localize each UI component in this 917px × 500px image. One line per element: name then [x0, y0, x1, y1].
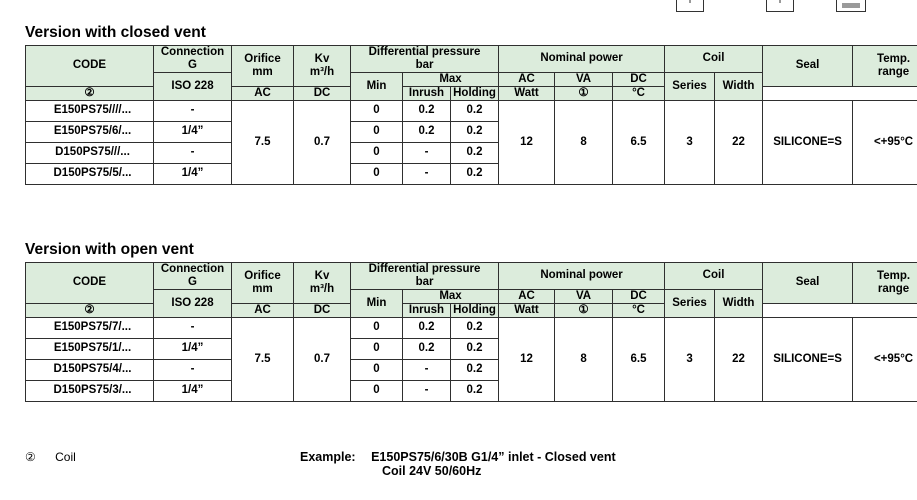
- header-connection: [154, 46, 232, 73]
- header-connection-standard: ISO 228: [154, 72, 232, 100]
- example-line-1: [300, 450, 616, 464]
- header-kv-label: Kv: [314, 269, 330, 282]
- arrow-up-icon-2: [766, 0, 794, 12]
- cell-np-va: 8: [555, 317, 613, 401]
- header-connection-g: G: [188, 58, 197, 71]
- header-kv-unit: m³/h: [309, 65, 335, 78]
- header-coil-series: Series: [665, 289, 715, 317]
- example-label: Example:: [300, 450, 356, 464]
- arrow-up-icon: [676, 0, 704, 12]
- cell-code: E150PS75/6/...: [26, 121, 154, 142]
- cell-connection: -: [154, 359, 232, 380]
- cell-np-dc: 6.5: [613, 100, 665, 184]
- cell-kv: 0.7: [294, 100, 351, 184]
- cell-max-dc: 0.2: [451, 338, 499, 359]
- header-temp-unit: °C: [613, 86, 665, 100]
- header-seal: Seal: [763, 46, 853, 87]
- cell-max-ac: 0.2: [403, 121, 451, 142]
- header-temp: [853, 263, 917, 304]
- top-icon-strip: [0, 0, 917, 22]
- header-kv: [294, 263, 351, 304]
- cell-seal: SILICONE=S: [763, 100, 853, 184]
- cell-code: E150PS75/1/...: [26, 338, 154, 359]
- header-kv: [294, 46, 351, 87]
- cell-connection: -: [154, 317, 232, 338]
- spec-table-closed-vent: [25, 45, 917, 185]
- header-dp-unit: bar: [415, 275, 434, 288]
- header-max-dc: DC: [294, 303, 351, 317]
- header-temp-range: range: [877, 65, 910, 78]
- cell-orifice: 7.5: [232, 317, 294, 401]
- cell-connection: 1/4”: [154, 163, 232, 184]
- header-max-ac: AC: [232, 86, 294, 100]
- spec-table-open-vent: [25, 262, 917, 402]
- cell-connection: -: [154, 142, 232, 163]
- cell-max-ac: -: [403, 359, 451, 380]
- cell-min: 0: [351, 163, 403, 184]
- header-coil-width: Width: [715, 289, 763, 317]
- header-dp-label: Differential pressure: [368, 263, 481, 275]
- header-code-mark: ②: [26, 303, 154, 317]
- header-seal-mark: ①: [555, 303, 613, 317]
- cell-connection: 1/4”: [154, 338, 232, 359]
- header-min: Min: [351, 72, 403, 100]
- header-seal: Seal: [763, 263, 853, 304]
- icon-tick-mark-2: [780, 0, 781, 3]
- header-dp-unit: bar: [415, 58, 434, 71]
- header-nominal-power: Nominal power: [499, 46, 665, 73]
- cell-coil-series: 3: [665, 100, 715, 184]
- example-block: [300, 450, 616, 478]
- header-temp-range: range: [877, 282, 910, 295]
- cell-code: D150PS75///...: [26, 142, 154, 163]
- footnote-mark: ②: [25, 450, 36, 464]
- header-orifice-unit: mm: [252, 282, 273, 295]
- header-coil: Coil: [665, 263, 763, 290]
- header-np-ac-sub: Inrush: [403, 303, 451, 317]
- cell-code: D150PS75/5/...: [26, 163, 154, 184]
- header-connection-standard: ISO 228: [154, 289, 232, 317]
- table-header-row-1: [26, 46, 917, 73]
- cell-min: 0: [351, 380, 403, 401]
- cell-min: 0: [351, 359, 403, 380]
- cell-temp: <+95°C: [853, 100, 917, 184]
- cell-coil-series: 3: [665, 317, 715, 401]
- header-orifice-label: Orifice: [244, 269, 281, 282]
- header-min: Min: [351, 289, 403, 317]
- table-header-row-1: [26, 263, 917, 290]
- cell-min: 0: [351, 142, 403, 163]
- header-np-va-sub: Holding: [451, 303, 499, 317]
- header-max: Max: [403, 289, 499, 303]
- header-np-va-sub: Holding: [451, 86, 499, 100]
- header-orifice-unit: mm: [252, 65, 273, 78]
- icon-bar-shape: [842, 3, 860, 8]
- cell-max-dc: 0.2: [451, 359, 499, 380]
- cell-code: D150PS75/3/...: [26, 380, 154, 401]
- header-dp-label: Differential pressure: [368, 46, 481, 58]
- footnote-label: Coil: [55, 450, 76, 464]
- header-max: Max: [403, 72, 499, 86]
- header-differential-pressure: [351, 263, 499, 290]
- header-np-dc: DC: [613, 72, 665, 86]
- cell-seal: SILICONE=S: [763, 317, 853, 401]
- header-max-dc: DC: [294, 86, 351, 100]
- cell-max-ac: 0.2: [403, 317, 451, 338]
- cell-code: D150PS75/4/...: [26, 359, 154, 380]
- cell-max-dc: 0.2: [451, 163, 499, 184]
- cell-max-ac: 0.2: [403, 338, 451, 359]
- header-np-dc: DC: [613, 289, 665, 303]
- cell-max-dc: 0.2: [451, 317, 499, 338]
- header-connection-label: Connection: [160, 263, 225, 275]
- cell-np-ac: 12: [499, 100, 555, 184]
- section-title-open-vent: Version with open vent: [25, 241, 194, 258]
- cell-max-dc: 0.2: [451, 142, 499, 163]
- header-connection-g: G: [188, 275, 197, 288]
- cell-max-dc: 0.2: [451, 380, 499, 401]
- cell-temp: <+95°C: [853, 317, 917, 401]
- header-orifice-label: Orifice: [244, 52, 281, 65]
- header-kv-label: Kv: [314, 52, 330, 65]
- header-coil-series: Series: [665, 72, 715, 100]
- cell-max-ac: -: [403, 163, 451, 184]
- header-temp-label: Temp.: [877, 269, 911, 282]
- cell-max-dc: 0.2: [451, 100, 499, 121]
- header-orifice: [232, 263, 294, 304]
- icon-tick-mark: [690, 0, 691, 3]
- cell-np-va: 8: [555, 100, 613, 184]
- cell-np-ac: 12: [499, 317, 555, 401]
- footnote-coil: [25, 450, 76, 464]
- table-row: [26, 100, 917, 121]
- header-np-dc-sub: Watt: [499, 86, 555, 100]
- cell-max-ac: -: [403, 142, 451, 163]
- header-np-ac: AC: [499, 72, 555, 86]
- header-max-ac: AC: [232, 303, 294, 317]
- cell-max-ac: -: [403, 380, 451, 401]
- header-differential-pressure: [351, 46, 499, 73]
- header-np-ac-sub: Inrush: [403, 86, 451, 100]
- header-kv-unit: m³/h: [309, 282, 335, 295]
- example-text-2: Coil 24V 50/60Hz: [382, 464, 482, 478]
- cell-min: 0: [351, 338, 403, 359]
- header-np-va: VA: [555, 72, 613, 86]
- cell-np-dc: 6.5: [613, 317, 665, 401]
- example-text-1: E150PS75/6/30B G1/4” inlet - Closed vent: [371, 450, 616, 464]
- cell-connection: -: [154, 100, 232, 121]
- header-np-ac: AC: [499, 289, 555, 303]
- header-np-dc-sub: Watt: [499, 303, 555, 317]
- cell-min: 0: [351, 100, 403, 121]
- section-title-closed-vent: Version with closed vent: [25, 24, 206, 41]
- header-code-mark: ②: [26, 86, 154, 100]
- header-temp-unit: °C: [613, 303, 665, 317]
- header-orifice: [232, 46, 294, 87]
- table-row: [26, 317, 917, 338]
- cell-max-ac: 0.2: [403, 100, 451, 121]
- header-temp-label: Temp.: [877, 52, 911, 65]
- header-coil: Coil: [665, 46, 763, 73]
- header-coil-width: Width: [715, 72, 763, 100]
- header-nominal-power: Nominal power: [499, 263, 665, 290]
- header-code: CODE: [26, 263, 154, 304]
- cell-coil-width: 22: [715, 100, 763, 184]
- header-temp: [853, 46, 917, 87]
- cell-code: E150PS75/7/...: [26, 317, 154, 338]
- cell-min: 0: [351, 317, 403, 338]
- cell-connection: 1/4”: [154, 121, 232, 142]
- cell-coil-width: 22: [715, 317, 763, 401]
- cell-code: E150PS75////...: [26, 100, 154, 121]
- header-code: CODE: [26, 46, 154, 87]
- cell-orifice: 7.5: [232, 100, 294, 184]
- cell-kv: 0.7: [294, 317, 351, 401]
- header-np-va: VA: [555, 289, 613, 303]
- cell-min: 0: [351, 121, 403, 142]
- cell-connection: 1/4”: [154, 380, 232, 401]
- header-connection: [154, 263, 232, 290]
- header-seal-mark: ①: [555, 86, 613, 100]
- cell-max-dc: 0.2: [451, 121, 499, 142]
- header-connection-label: Connection: [160, 46, 225, 58]
- bar-icon: [836, 0, 866, 12]
